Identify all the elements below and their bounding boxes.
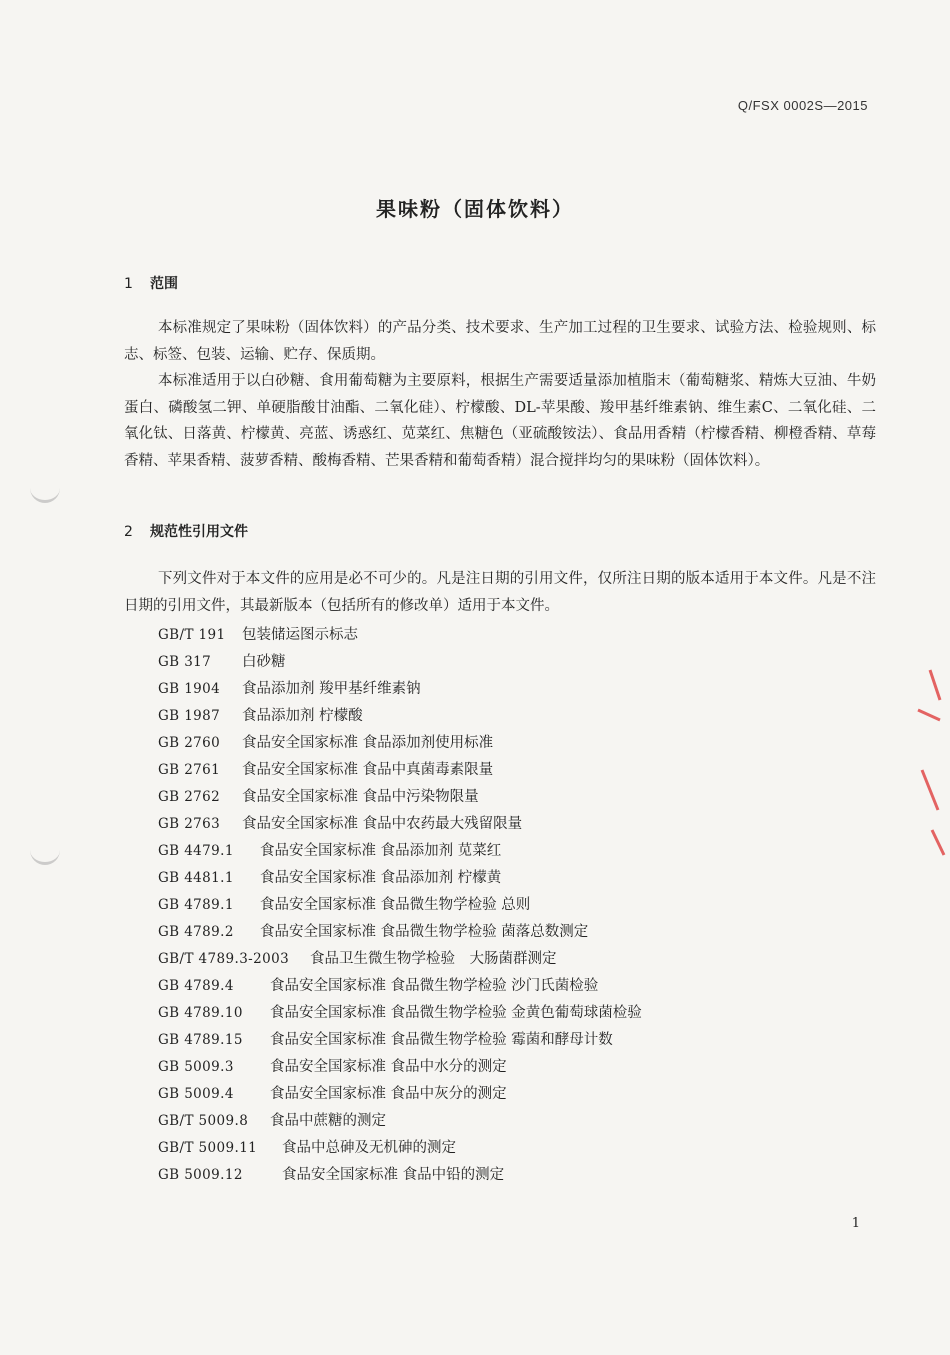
reference-item: GB 5009.12 食品安全国家标准 食品中铅的测定 (158, 1167, 505, 1183)
reference-item: GB 4789.4 食品安全国家标准 食品微生物学检验 沙门氏菌检验 (158, 978, 599, 994)
reference-item: GB 2763 食品安全国家标准 食品中农药最大残留限量 (158, 816, 523, 832)
reference-item: GB 4789.15 食品安全国家标准 食品微生物学检验 霉菌和酵母计数 (158, 1032, 613, 1048)
reference-item: GB 1987 食品添加剂 柠檬酸 (158, 708, 363, 724)
reference-item: GB/T 4789.3-2003 食品卫生微生物学检验 大肠菌群测定 (158, 951, 557, 967)
punch-hole-mark (30, 478, 60, 503)
section-number: 2 (124, 524, 133, 540)
section-2-heading (124, 521, 248, 541)
reference-item: GB 4789.2 食品安全国家标准 食品微生物学检验 菌落总数测定 (158, 924, 589, 940)
reference-item: GB/T 5009.8 食品中蔗糖的测定 (158, 1113, 386, 1129)
reference-item: GB 4479.1 食品安全国家标准 食品添加剂 苋菜红 (158, 843, 502, 859)
reference-item: GB 5009.3 食品安全国家标准 食品中水分的测定 (158, 1059, 507, 1075)
section-1-heading (124, 273, 178, 293)
document-title: 果味粉（固体饮料） (376, 197, 574, 221)
section-number: 1 (124, 276, 133, 292)
section-title: 规范性引用文件 (150, 524, 248, 540)
reference-item: GB/T 5009.11 食品中总砷及无机砷的测定 (158, 1140, 456, 1156)
scope-paragraph-1: 本标准规定了果味粉（固体饮料）的产品分类、技术要求、生产加工过程的卫生要求、试验方法、检验规则、标志、标签、包装、运输、贮存、保质期。 (124, 320, 876, 363)
reference-item: GB 317 白砂糖 (158, 654, 286, 670)
reference-item: GB 2761 食品安全国家标准 食品中真菌毒素限量 (158, 762, 494, 778)
reference-item: GB/T 191 包装储运图示标志 (158, 627, 358, 643)
scope-paragraph-2: 本标准适用于以白砂糖、食用葡萄糖为主要原料，根据生产需要适量添加植脂末（葡萄糖浆、精炼大豆油、牛奶蛋白、磷酸氢二钾、单硬脂酸甘油酯、二氧化硅）、柠檬酸、DL-苹果酸、羧甲基纤维素钠、维生素C、二氧化硅、二氧化钛、日落黄、柠檬黄、亮蓝、诱惑红、苋菜红、焦糖色（亚硫酸铵法）、食品用香精（柠檬香精、柳橙香精、草莓香精、苹果香精、菠萝香精、酸梅香精、芒果香精和葡萄香精）混合搅拌均匀的果味粉（固体饮料）。 (124, 373, 876, 469)
punch-hole-mark (30, 840, 60, 865)
reference-item: GB 4789.10 食品安全国家标准 食品微生物学检验 金黄色葡萄球菌检验 (158, 1005, 642, 1021)
reference-list (158, 622, 878, 1189)
reference-item: GB 5009.4 食品安全国家标准 食品中灰分的测定 (158, 1086, 507, 1102)
reference-item: GB 2760 食品安全国家标准 食品添加剂使用标准 (158, 735, 494, 751)
reference-item: GB 2762 食品安全国家标准 食品中污染物限量 (158, 789, 479, 805)
red-stamp-fragment (910, 660, 946, 870)
reference-item: GB 4481.1 食品安全国家标准 食品添加剂 柠檬黄 (158, 870, 502, 886)
section-title: 范围 (150, 276, 178, 292)
page-number: 1 (851, 1216, 860, 1231)
reference-item: GB 1904 食品添加剂 羧甲基纤维素钠 (158, 681, 421, 697)
reference-item: GB 4789.1 食品安全国家标准 食品微生物学检验 总则 (158, 897, 531, 913)
references-intro: 下列文件对于本文件的应用是必不可少的。凡是注日期的引用文件，仅所注日期的版本适用于本文件。凡是不注日期的引用文件，其最新版本（包括所有的修改单）适用于本文件。 (124, 571, 876, 614)
document-code: Q/FSX 0002S—2015 (737, 98, 868, 113)
